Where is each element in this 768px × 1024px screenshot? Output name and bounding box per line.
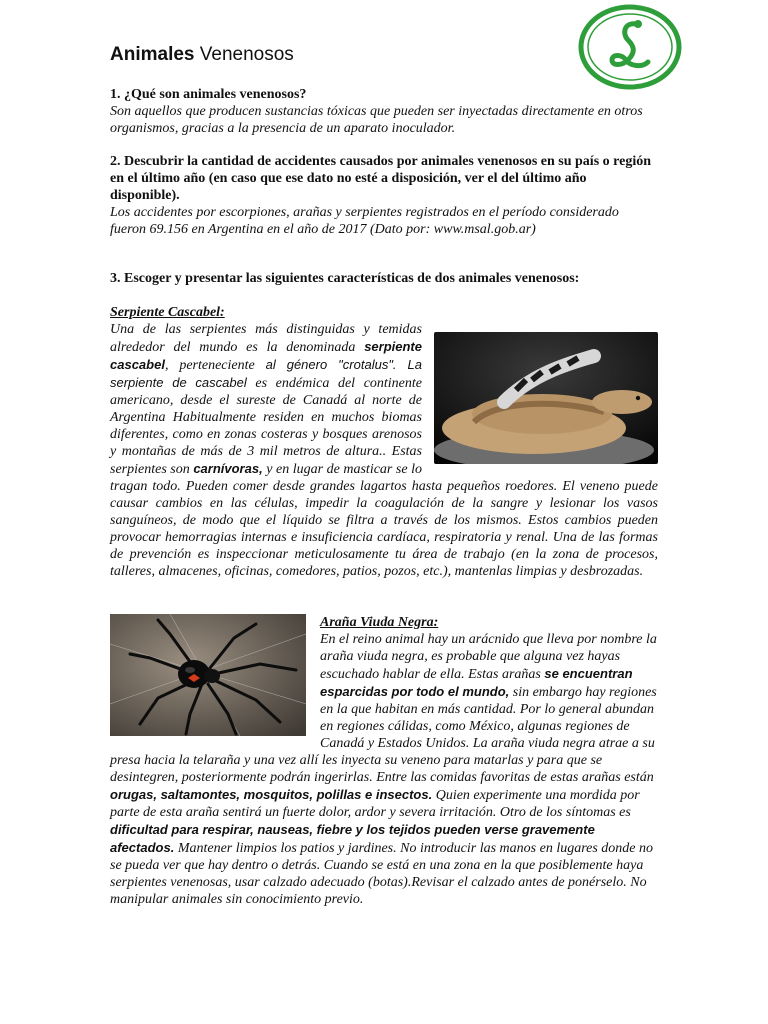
answer-2: Los accidentes por escorpiones, arañas y serpientes registrados en el período considerado fueron 69.156 en Argentina en el año de 2017 (Dato por: www.msal.gob.ar) [110,205,619,237]
snake-heading: Serpiente Cascabel: [110,305,225,320]
snake-bold-1: serpiente cascabel [110,339,422,372]
snake-text-sans: al género "crotalus". La serpiente de cascabel [110,357,422,390]
snake-text-4: y en lugar de masticar se lo tragan todo. Pueden comer desde grandes lagartos hasta pequeños roedores. El veneno puede causar cambios en las células, impedir la coagulación de la sangre y lesionar los vasos sanguíneos, de modo que el líquido se filtra a través de los mismos. Estos cambios pueden provocar hemorragias internas e insuficiencia cardíaca, respiratoria y renal. Una de las formas de prevención es inspeccionar meticulosamente tu área de trabajo (en la zona de procesos, talleres, almacenes, oficinas, comedores, patios, pozos, etc.), mantenlas limpias y desbrozadas. [110,462,658,579]
spider-text-3: Quien experimente una mordida por parte de esta araña sentirá un fuerte dolor, ardor y severa irritación. Otro de los síntomas es [110,788,640,820]
snake-text-3: es endémica del continente americano, desde el sureste de Canadá al norte de Argentina Habitualmente residen en muchos biomas diferentes, como en zonas costeras y bosques arenosos y montañas de más de 3 mil metros de altura.. Estas serpientes son [110,376,422,477]
snake-logo [578,4,682,90]
black-widow-image [110,614,306,736]
spider-bold-1: se encuentran esparcidas por todo el mundo, [320,666,633,699]
spider-bold-3: dificultad para respirar, nauseas, fiebre y los tejidos pueden verse gravemente afectados. [110,822,595,855]
question-3: 3. Escoger y presentar las siguientes características de dos animales venenosos: [110,271,580,286]
rattlesnake-image [434,332,658,464]
title-bold: Animales [110,44,195,65]
answer-1: Son aquellos que producen sustancias tóxicas que pueden ser inyectadas directamente en otros organismos, gracias a la presencia de un aparato inoculador. [110,104,643,136]
question-1: 1. ¿Qué son animales venenosos? [110,87,307,102]
spider-text-4: Mantener limpios los patios y jardines. No introducir las manos en lugares donde no se pueda ver que hay dentro o detrás. Cuando se está en una zona en la que posiblemente haya serpientes venenosas, usar calzado adecuado (botas).Revisar el calzado antes de ponérselo. No manipular animales sin conocimiento previo. [110,841,654,907]
snake-coil-icon [578,4,682,90]
spider-heading: Araña Viuda Negra: [320,615,439,630]
question-1-block [110,86,658,137]
spider-section [110,614,658,908]
question-3-block [110,270,658,287]
snake-text-1: Una de las serpientes más distinguidas y temidas alrededor del mundo es la denominada [110,322,422,355]
title-rest: Venenosos [199,44,294,65]
spider-bold-2: orugas, saltamontes, mosquitos, polillas e insectos. [110,787,433,802]
question-2-block [110,153,658,238]
snake-section [110,304,658,580]
page-title [110,44,294,66]
snake-text-2: , perteneciente [164,358,266,373]
spider-text-1: En el reino animal hay un arácnido que lleva por nombre la araña viuda negra, es probable que alguna vez hayas escuchado hablar de ella. Estas arañas [320,632,657,682]
question-2: 2. Descubrir la cantidad de accidentes causados por animales venenosos en su país o región en el último año (en caso que ese dato no esté a disposición, ver el del último año disponible). [110,154,651,203]
snake-bold-2: carnívoras, [193,461,263,476]
spider-text-2: sin embargo hay regiones en la que habitan en más cantidad. Por lo general abundan en regiones cálidas, como México, algunas regiones de Canadá y Estados Unidos. La araña viuda negra atrae a su presa hacia la telaraña y una vez allí les inyecta su veneno para matarlas y para que se desintegren, posteriormente podrán ingerirlas. Entre las comidas favoritas de estas arañas están [110,685,657,785]
